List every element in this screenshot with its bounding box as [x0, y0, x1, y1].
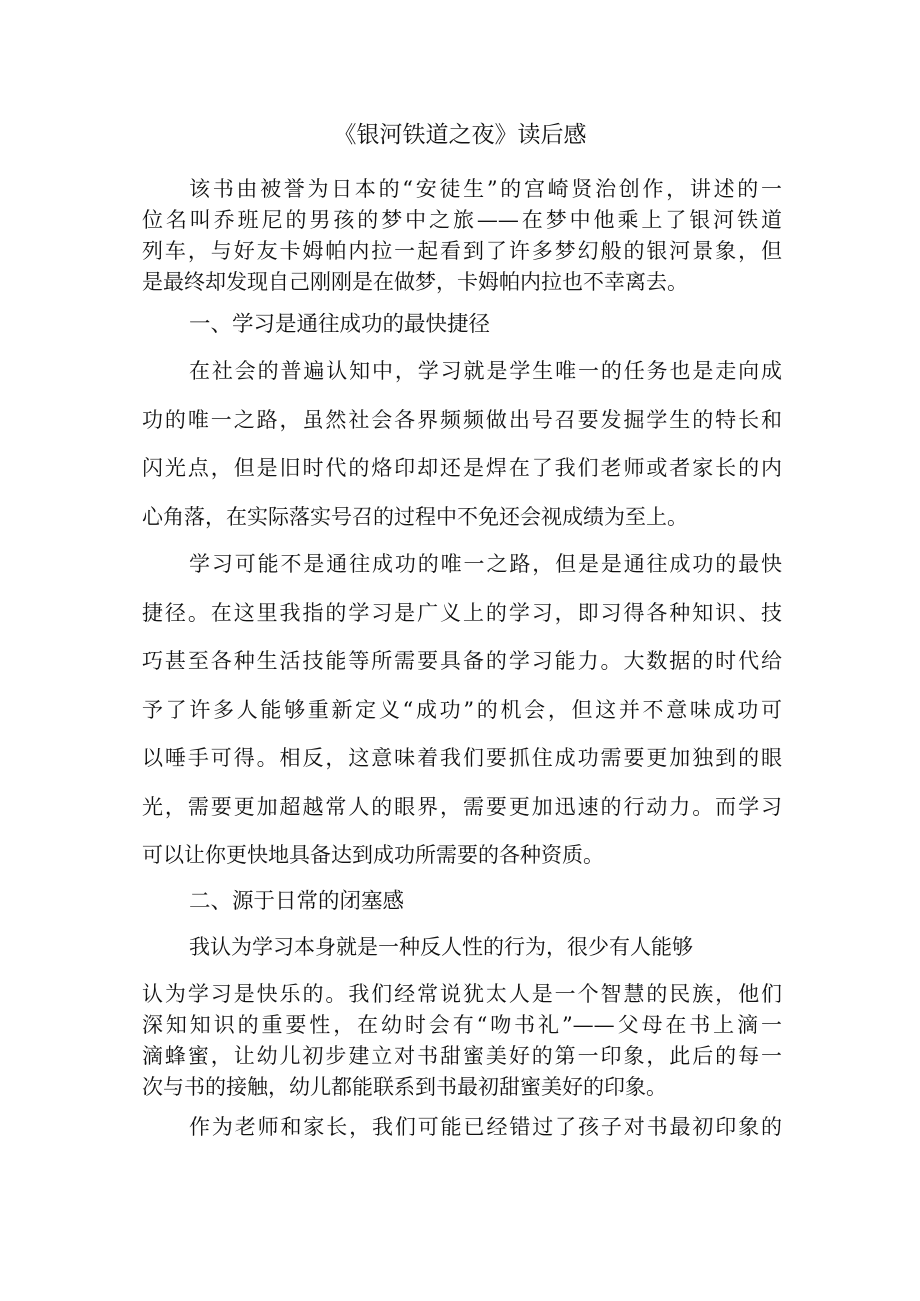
paragraph-line: 深知知识的重要性，在幼时会有“吻书礼”——父母在书上滴一: [142, 1013, 782, 1037]
section1-paragraph-2: [142, 540, 782, 880]
section2-paragraph-2: [142, 1112, 782, 1143]
paragraph-line: 作为老师和家长，我们可能已经错过了孩子对书最初印象的: [189, 1115, 782, 1139]
section2-heading: 二、源于日常的闭塞感: [189, 889, 405, 914]
paragraph-line: 功的唯一之路，虽然社会各界频频做出号召要发掘学生的特长和: [142, 407, 782, 432]
paragraph-line: 滴蜂蜜，让幼儿初步建立对书甜蜜美好的第一印象，此后的每一: [142, 1044, 782, 1068]
paragraph-line: 我认为学习本身就是一种反人性的行为，很少有人能够: [189, 935, 693, 959]
section2-paragraph-1-continued: [142, 979, 782, 1103]
paragraph-line: 可以让你更快地具备达到成功所需要的各种资质。: [142, 843, 604, 867]
paragraph-line: 次与书的接触，幼儿都能联系到书最初甜蜜美好的印象。: [142, 1075, 667, 1099]
intro-line: 是最终却发现自己刚刚是在做梦，卡姆帕内拉也不幸离去。: [142, 270, 688, 294]
section2-paragraph-1: [142, 932, 782, 963]
paragraph-line: 巧甚至各种生活技能等所需要具备的学习能力。大数据的时代给: [142, 649, 782, 673]
paragraph-line: 光，需要更加超越常人的眼界，需要更加迅速的行动力。而学习: [142, 794, 782, 819]
intro-line: 位名叫乔班尼的男孩的梦中之旅——在梦中他乘上了银河铁道: [142, 208, 782, 232]
section1-paragraph-1: [142, 347, 782, 541]
section1-heading: 一、学习是通往成功的最快捷径: [189, 312, 491, 337]
intro-paragraph: [142, 174, 782, 298]
paragraph-line: 认为学习是快乐的。我们经常说犹太人是一个智慧的民族，他们: [142, 982, 782, 1006]
document-title: 《银河铁道之夜》读后感: [333, 122, 587, 148]
paragraph-line: 予了许多人能够重新定义“成功”的机会，但这并不意味成功可: [142, 697, 782, 722]
paragraph-line: 心角落，在实际落实号召的过程中不免还会视成绩为至上。: [142, 504, 688, 529]
paragraph-line: 以唾手可得。相反，这意味着我们要抓住成功需要更加独到的眼: [142, 746, 782, 770]
paragraph-line: 在社会的普遍认知中，学习就是学生唯一的任务也是走向成: [189, 359, 782, 383]
paragraph-line: 闪光点，但是旧时代的烙印却还是焊在了我们老师或者家长的内: [142, 456, 782, 480]
paragraph-line: 学习可能不是通往成功的唯一之路，但是是通往成功的最快: [189, 552, 782, 576]
intro-line: 列车，与好友卡姆帕内拉一起看到了许多梦幻般的银河景象，但: [142, 239, 782, 263]
paragraph-line: 捷径。在这里我指的学习是广义上的学习，即习得各种知识、技: [142, 600, 782, 625]
intro-line: 该书由被誉为日本的“安徒生”的宫崎贤治创作，讲述的一: [189, 177, 782, 201]
